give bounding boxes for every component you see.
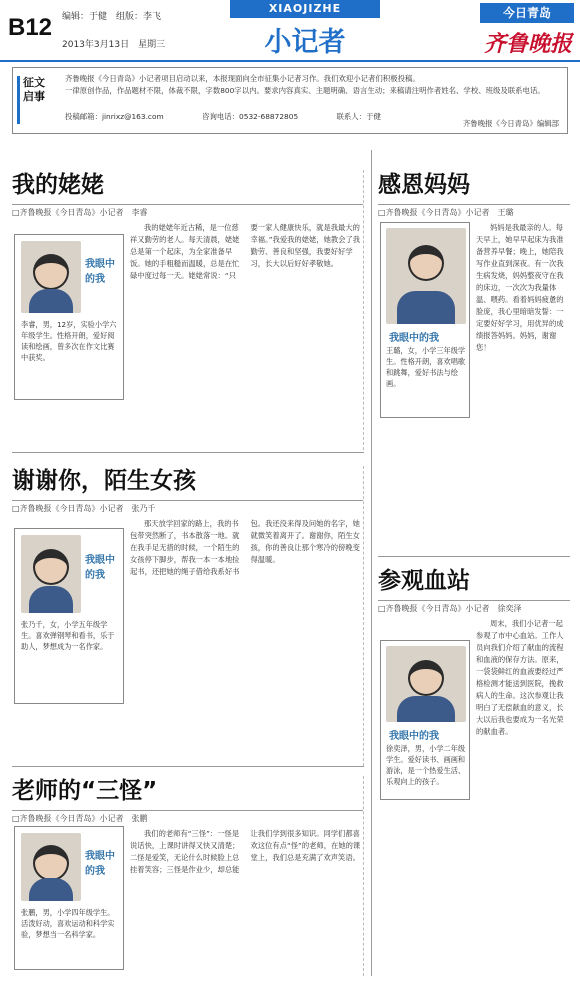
page-number: B12 — [8, 14, 53, 41]
author-card-caption: 我眼中的我 — [85, 259, 115, 285]
author-card-caption: 我眼中的我 — [389, 333, 439, 344]
author-photo — [21, 833, 81, 901]
photo-shirt — [29, 289, 72, 313]
article-title: 谢谢你，陌生女孩 — [12, 468, 196, 494]
author-card — [14, 826, 124, 970]
article-byline: □齐鲁晚报《今日青岛》小记者 李睿 — [12, 204, 363, 218]
author-photo — [386, 646, 466, 722]
article-body: 我的姥姥年近古稀，是一位慈祥又勤劳的老人。每天清晨，姥姥总是第一个起床，为全家准备早饭。她的手粗糙而温暖，总是在忙碌中度过每一天。姥姥常说：“只要一家人健康快乐，就是我最大的幸福。”我爱我的姥姥，她教会了我勤劳、善良和坚强，我要好好学习，长大以后好好孝敬她。 — [130, 223, 361, 280]
header-rule — [0, 60, 580, 62]
author-card-caption: 我眼中的我 — [85, 851, 115, 877]
notice-paragraph-2: 一律原创作品，作品题材不限，体裁不限，字数800字以内。要求内容真实、主题明确、语言生动；来稿请注明作者姓名、学校、班级及联系电话。 — [65, 86, 545, 95]
call-for-submissions — [12, 67, 568, 134]
article-title: 老师的“三怪” — [12, 778, 158, 804]
author-intro: 张乃千，女，小学五年级学生。喜欢弹钢琴和看书，乐于助人，梦想成为一名作家。 — [21, 620, 115, 651]
author-intro: 李睿，男，12岁，实验小学六年级学生。性格开朗，爱好阅读和绘画，曾多次在作文比赛中获奖。 — [21, 320, 117, 362]
article-title: 感恩妈妈 — [378, 172, 470, 198]
column-divider — [371, 150, 372, 976]
article-byline: □齐鲁晚报《今日青岛》小记者 张乃千 — [12, 500, 363, 514]
section-divider — [378, 556, 570, 557]
author-card — [380, 640, 470, 800]
notice-label-line-1: 征文 — [23, 76, 45, 89]
notice-accent-bar — [17, 76, 20, 124]
region-badge: 今日青岛 — [480, 3, 574, 23]
section-divider — [12, 766, 364, 767]
photo-shirt — [29, 586, 72, 613]
article-byline: □齐鲁晚报《今日青岛》小记者 王璐 — [378, 204, 570, 218]
article-body: 那天放学回家的路上，我的书包带突然断了，书本散落一地。就在我手足无措的时候，一个陌生的女孩停下脚步，帮我一本一本地捡起书，还把她的绳子借给我系好书包。我还没来得及问她的名字，她就微笑着离开了。谢谢你，陌生女孩，你的善良让那个寒冷的傍晚变得温暖。 — [130, 519, 360, 576]
notice-paragraph-1: 齐鲁晚报《今日青岛》小记者项目启动以来，本报现面向全市征集小记者习作。我们欢迎小记者们积极投稿。 — [65, 74, 420, 83]
author-card — [380, 222, 470, 418]
notice-signature: 齐鲁晚报《今日青岛》编辑部 — [462, 119, 559, 128]
photo-face — [408, 245, 444, 281]
author-photo — [21, 535, 81, 613]
column-title: 小记者 — [264, 27, 346, 58]
photo-face — [408, 660, 444, 696]
issue-date: 2013年3月13日 星期三 — [62, 40, 166, 50]
article-byline: □齐鲁晚报《今日青岛》小记者 徐奕泽 — [378, 600, 570, 614]
article-body: 我们的老师有“三怪”：一怪是说话快，上课时讲得又快又清楚；二怪是爱笑，无论什么时候脸上总挂着笑容；三怪是作业少，却总能让我们学到很多知识。同学们都喜欢这位有点“怪”的老师，在她的课堂上，我们总是充满了欢声笑语。 — [130, 829, 361, 874]
author-photo — [386, 228, 466, 324]
editor-credits: 编辑：于健 组版：李飞 — [62, 12, 162, 22]
page-header — [0, 0, 580, 62]
section-tag: XIAOJIZHE — [230, 0, 380, 18]
author-card-caption: 我眼中的我 — [389, 731, 439, 742]
contact-phone: 咨询电话：0532-68872805 — [202, 112, 299, 121]
article-title: 我的姥姥 — [12, 172, 104, 198]
contact-person: 联系人：于健 — [336, 112, 381, 121]
photo-face — [33, 254, 69, 290]
author-card — [14, 234, 124, 400]
author-intro: 王璐，女，小学三年级学生。性格开朗，喜欢唱歌和跳舞，爱好书法与绘画。 — [386, 346, 466, 388]
author-photo — [21, 241, 81, 313]
section-divider — [12, 452, 364, 453]
notice-text — [65, 73, 561, 97]
photo-shirt — [29, 878, 72, 901]
photo-shirt — [397, 291, 455, 324]
photo-face — [33, 549, 69, 585]
author-card-caption: 我眼中的我 — [85, 555, 115, 581]
article-body: 妈妈是我最亲的人。每天早上，她早早起床为我准备营养早餐；晚上，她陪我写作业直到深夜。有一次我生病发烧，妈妈整夜守在我的床边，一次次为我量体温、喂药。看着妈妈疲惫的脸庞，我心里暗暗发誓：一定要好好学习，用优异的成绩报答妈妈。妈妈，谢谢您！ — [476, 223, 564, 352]
photo-shirt — [397, 696, 455, 722]
notice-label — [21, 76, 47, 124]
author-intro: 张鹏，男，小学四年级学生。活泼好动，喜欢运动和科学实验，梦想当一名科学家。 — [21, 908, 115, 939]
newspaper-logo: 齐鲁晚报 — [483, 31, 572, 57]
notice-label-line-2: 启事 — [23, 90, 45, 103]
author-intro: 徐奕泽，男，小学二年级学生。爱好读书、画画和游泳，是一个热爱生活、乐观向上的孩子。 — [386, 744, 466, 786]
author-card — [14, 528, 124, 704]
article-title: 参观血站 — [378, 568, 470, 594]
submission-email[interactable]: 投稿邮箱：jinrixz@163.com — [65, 112, 164, 121]
article-body: 周末，我们小记者一起参观了市中心血站。工作人员向我们介绍了献血的流程和血液的保存方法。原来，一袋袋鲜红的血液要经过严格检测才能送到医院，挽救病人的生命。这次参观让我明白了无偿献血的意义，长大以后我也要成为一名光荣的献血者。 — [476, 619, 564, 736]
photo-face — [33, 845, 69, 881]
article-byline: □齐鲁晚报《今日青岛》小记者 张鹏 — [12, 810, 363, 824]
